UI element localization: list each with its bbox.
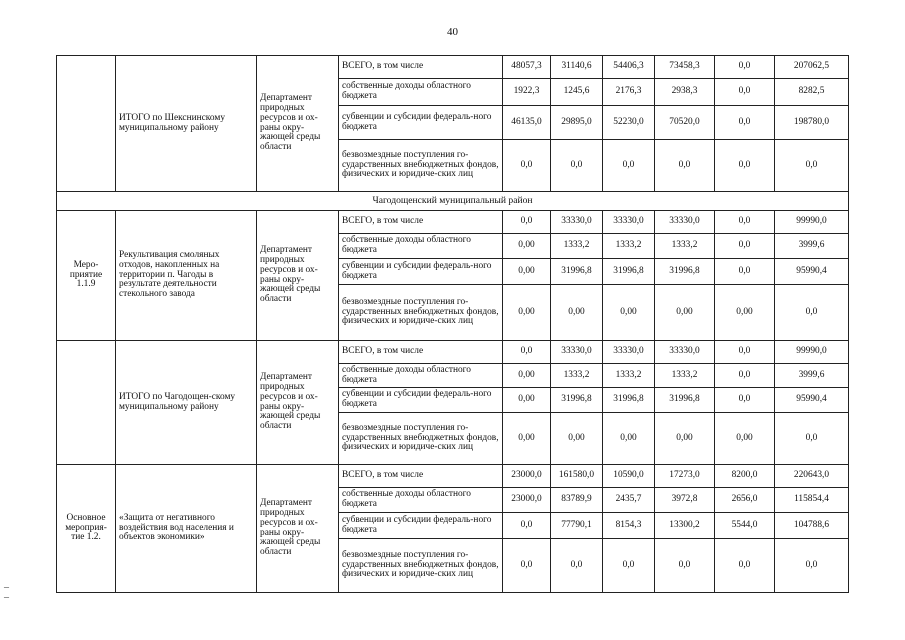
department-cell: Департамент природных ресурсов и ох-раны окру-жающей среды области xyxy=(257,341,339,465)
program-name-cell: Рекультивация смоляных отходов, накопленных на территории п. Чагоды в результате деятельности стекольного завода xyxy=(116,211,257,341)
value-cell: 29895,0 xyxy=(551,106,603,140)
source-federal-label: субвенции и субсидии федераль-ного бюджета xyxy=(339,106,503,140)
value-cell: 0,0 xyxy=(715,140,775,192)
margin-marks: – – xyxy=(4,582,9,603)
value-cell: 31996,8 xyxy=(655,259,715,285)
source-extra-label: безвозмездные поступления го-сударственных внебюджетных фондов, физических и юридиче-ских лиц xyxy=(339,140,503,192)
value-cell: 17273,0 xyxy=(655,465,715,488)
value-cell: 0,0 xyxy=(715,79,775,106)
value-cell: 33330,0 xyxy=(655,341,715,364)
value-cell: 115854,4 xyxy=(775,488,849,513)
value-cell: 1333,2 xyxy=(551,364,603,388)
value-cell: 0,00 xyxy=(503,413,551,465)
page-number: 40 xyxy=(447,26,458,38)
value-cell: 52230,0 xyxy=(603,106,655,140)
source-regional-label: собственные доходы областного бюджета xyxy=(339,79,503,106)
value-cell: 0,0 xyxy=(715,234,775,259)
value-cell: 0,0 xyxy=(503,140,551,192)
source-regional-label: собственные доходы областного бюджета xyxy=(339,364,503,388)
source-extra-label: безвозмездные поступления го-сударственных внебюджетных фондов, физических и юридиче-ских лиц xyxy=(339,285,503,341)
event-cell xyxy=(57,56,116,192)
value-cell: 0,00 xyxy=(715,413,775,465)
value-cell: 46135,0 xyxy=(503,106,551,140)
value-cell: 2435,7 xyxy=(603,488,655,513)
program-name-cell: «Защита от негативного воздействия вод населения и объектов экономики» xyxy=(116,465,257,593)
value-cell: 3999,6 xyxy=(775,234,849,259)
value-cell: 1333,2 xyxy=(551,234,603,259)
value-cell: 2656,0 xyxy=(715,488,775,513)
source-extra-label: безвозмездные поступления го-сударственных внебюджетных фондов, физических и юридиче-ских лиц xyxy=(339,539,503,593)
value-cell: 0,0 xyxy=(503,341,551,364)
value-cell: 3972,8 xyxy=(655,488,715,513)
value-cell: 0,0 xyxy=(715,539,775,593)
value-cell: 0,0 xyxy=(551,539,603,593)
value-cell: 1333,2 xyxy=(655,234,715,259)
value-cell: 0,00 xyxy=(655,413,715,465)
value-cell: 2938,3 xyxy=(655,79,715,106)
department-cell: Департамент природных ресурсов и ох-раны окру-жающей среды области xyxy=(257,465,339,593)
value-cell: 0,00 xyxy=(603,413,655,465)
value-cell: 0,00 xyxy=(715,285,775,341)
value-cell: 54406,3 xyxy=(603,56,655,79)
value-cell: 83789,9 xyxy=(551,488,603,513)
source-federal-label: субвенции и субсидии федераль-ного бюджета xyxy=(339,388,503,413)
value-cell: 0,0 xyxy=(503,211,551,234)
value-cell: 0,0 xyxy=(715,56,775,79)
value-cell: 48057,3 xyxy=(503,56,551,79)
source-regional-label: собственные доходы областного бюджета xyxy=(339,234,503,259)
value-cell: 1333,2 xyxy=(603,234,655,259)
value-cell: 0,0 xyxy=(775,539,849,593)
value-cell: 1245,6 xyxy=(551,79,603,106)
department-cell: Департамент природных ресурсов и ох-раны окру-жающей среды области xyxy=(257,56,339,192)
value-cell: 0,0 xyxy=(655,539,715,593)
value-cell: 1333,2 xyxy=(603,364,655,388)
table-row xyxy=(57,341,849,364)
value-cell: 161580,0 xyxy=(551,465,603,488)
value-cell: 73458,3 xyxy=(655,56,715,79)
value-cell: 99990,0 xyxy=(775,211,849,234)
value-cell: 33330,0 xyxy=(551,341,603,364)
value-cell: 95990,4 xyxy=(775,259,849,285)
program-name-cell: ИТОГО по Шекснинскому муниципальному району xyxy=(116,56,257,192)
value-cell: 0,0 xyxy=(603,539,655,593)
value-cell: 0,0 xyxy=(715,341,775,364)
value-cell: 2176,3 xyxy=(603,79,655,106)
event-cell: Основное мероприя-тие 1.2. xyxy=(57,465,116,593)
table-row xyxy=(57,465,849,488)
source-total-label: ВСЕГО, в том числе xyxy=(339,211,503,234)
value-cell: 8200,0 xyxy=(715,465,775,488)
event-cell xyxy=(57,341,116,465)
value-cell: 23000,0 xyxy=(503,488,551,513)
value-cell: 33330,0 xyxy=(551,211,603,234)
value-cell: 1922,3 xyxy=(503,79,551,106)
value-cell: 5544,0 xyxy=(715,513,775,539)
value-cell: 70520,0 xyxy=(655,106,715,140)
value-cell: 31140,6 xyxy=(551,56,603,79)
source-total-label: ВСЕГО, в том числе xyxy=(339,465,503,488)
value-cell: 0,00 xyxy=(503,364,551,388)
value-cell: 8154,3 xyxy=(603,513,655,539)
value-cell: 0,0 xyxy=(715,106,775,140)
value-cell: 8282,5 xyxy=(775,79,849,106)
value-cell: 0,0 xyxy=(775,140,849,192)
value-cell: 33330,0 xyxy=(603,211,655,234)
value-cell: 1333,2 xyxy=(655,364,715,388)
value-cell: 198780,0 xyxy=(775,106,849,140)
value-cell: 10590,0 xyxy=(603,465,655,488)
value-cell: 23000,0 xyxy=(503,465,551,488)
value-cell: 13300,2 xyxy=(655,513,715,539)
value-cell: 207062,5 xyxy=(775,56,849,79)
value-cell: 0,0 xyxy=(715,259,775,285)
value-cell: 104788,6 xyxy=(775,513,849,539)
value-cell: 0,0 xyxy=(715,211,775,234)
value-cell: 0,00 xyxy=(503,259,551,285)
value-cell: 0,0 xyxy=(775,285,849,341)
value-cell: 0,0 xyxy=(655,140,715,192)
value-cell: 0,00 xyxy=(551,413,603,465)
value-cell: 31996,8 xyxy=(551,388,603,413)
source-federal-label: субвенции и субсидии федераль-ного бюджета xyxy=(339,259,503,285)
table-row xyxy=(57,56,849,79)
value-cell: 99990,0 xyxy=(775,341,849,364)
value-cell: 0,0 xyxy=(551,140,603,192)
value-cell: 220643,0 xyxy=(775,465,849,488)
value-cell: 33330,0 xyxy=(603,341,655,364)
value-cell: 33330,0 xyxy=(655,211,715,234)
section-row xyxy=(57,192,849,211)
value-cell: 0,00 xyxy=(551,285,603,341)
source-federal-label: субвенции и субсидии федераль-ного бюджета xyxy=(339,513,503,539)
value-cell: 31996,8 xyxy=(603,259,655,285)
department-cell: Департамент природных ресурсов и ох-раны окру-жающей среды области xyxy=(257,211,339,341)
value-cell: 31996,8 xyxy=(655,388,715,413)
value-cell: 3999,6 xyxy=(775,364,849,388)
source-extra-label: безвозмездные поступления го-сударственных внебюджетных фондов, физических и юридиче-ских лиц xyxy=(339,413,503,465)
value-cell: 0,0 xyxy=(503,513,551,539)
table-row xyxy=(57,211,849,234)
value-cell: 0,00 xyxy=(603,285,655,341)
section-title: Чагодощенский муниципальный район xyxy=(57,192,849,211)
event-cell: Меро-приятие 1.1.9 xyxy=(57,211,116,341)
value-cell: 0,0 xyxy=(503,539,551,593)
program-name-cell: ИТОГО по Чагодощен-скому муниципальному району xyxy=(116,341,257,465)
value-cell: 0,0 xyxy=(715,388,775,413)
budget-table xyxy=(56,55,849,593)
source-total-label: ВСЕГО, в том числе xyxy=(339,56,503,79)
value-cell: 31996,8 xyxy=(603,388,655,413)
value-cell: 0,0 xyxy=(715,364,775,388)
value-cell: 31996,8 xyxy=(551,259,603,285)
value-cell: 0,00 xyxy=(503,285,551,341)
source-regional-label: собственные доходы областного бюджета xyxy=(339,488,503,513)
value-cell: 95990,4 xyxy=(775,388,849,413)
value-cell: 0,00 xyxy=(503,234,551,259)
value-cell: 77790,1 xyxy=(551,513,603,539)
value-cell: 0,00 xyxy=(503,388,551,413)
value-cell: 0,00 xyxy=(655,285,715,341)
value-cell: 0,0 xyxy=(603,140,655,192)
value-cell: 0,0 xyxy=(775,413,849,465)
source-total-label: ВСЕГО, в том числе xyxy=(339,341,503,364)
